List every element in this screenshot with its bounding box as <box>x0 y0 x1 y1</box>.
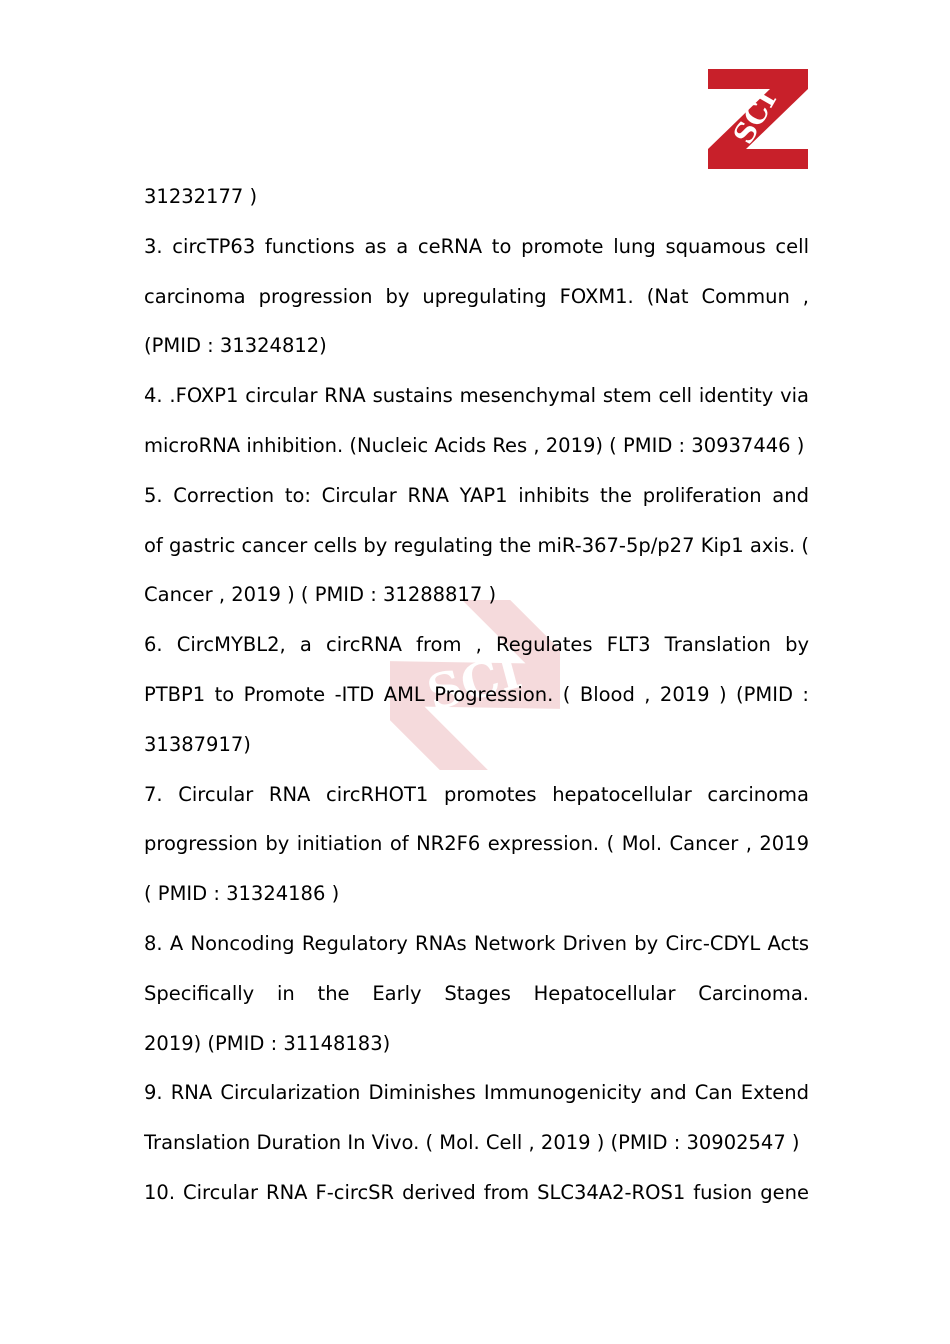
text-line: Cancer , 2019 ) ( PMID : 31288817 ) <box>144 583 497 607</box>
text-line: microRNA inhibition. (Nucleic Acids Res , 2019) ( PMID : 30937446 ) <box>144 433 805 457</box>
text-line: 31387917) <box>144 732 251 756</box>
text-line: of gastric cancer cells by regulating the miR-367-5p/p27 Kip1 axis. ( <box>144 533 809 557</box>
reference-list <box>144 172 809 1218</box>
logo-text: SCI <box>726 84 784 150</box>
text-line: 7. Circular RNA circRHOT1 promotes hepatocellular carcinoma <box>144 782 809 806</box>
text-line: 9. RNA Circularization Diminishes Immunogenicity and Can Extend <box>144 1081 809 1105</box>
text-line: progression by initiation of NR2F6 expression. ( Mol. Cancer , 2019 <box>144 832 809 856</box>
text-line: 6. CircMYBL2, a circRNA from , Regulates FLT3 Translation by <box>144 633 809 657</box>
text-line: 4. .FOXP1 circular RNA sustains mesenchymal stem cell identity via <box>144 384 809 408</box>
text-line: 3. circTP63 functions as a ceRNA to promote lung squamous cell <box>144 234 809 258</box>
sci-logo <box>708 69 808 169</box>
text-line: 5. Correction to: Circular RNA YAP1 inhibits the proliferation and <box>144 483 809 507</box>
watermark-text: SCI <box>421 643 528 722</box>
text-line: PTBP1 to Promote -ITD AML Progression. ( Blood , 2019 ) (PMID : <box>144 682 809 706</box>
text-line: Specifically in the Early Stages Hepatocellular Carcinoma. <box>144 981 809 1005</box>
text-line: carcinoma progression by upregulating FOXM1. (Nat Commun , <box>144 284 809 308</box>
text-line: 2019) (PMID : 31148183) <box>144 1031 391 1055</box>
text-line: 8. A Noncoding Regulatory RNAs Network Driven by Circ-CDYL Acts <box>144 931 809 955</box>
text-line: ( PMID : 31324186 ) <box>144 882 340 906</box>
text-line: (PMID : 31324812) <box>144 334 327 358</box>
text-line: 10. Circular RNA F-circSR derived from SLC34A2-ROS1 fusion gene <box>144 1180 809 1204</box>
text-line: Translation Duration In Vivo. ( Mol. Cell , 2019 ) (PMID : 30902547 ) <box>144 1131 800 1155</box>
text-line: 31232177 ) <box>144 185 258 208</box>
